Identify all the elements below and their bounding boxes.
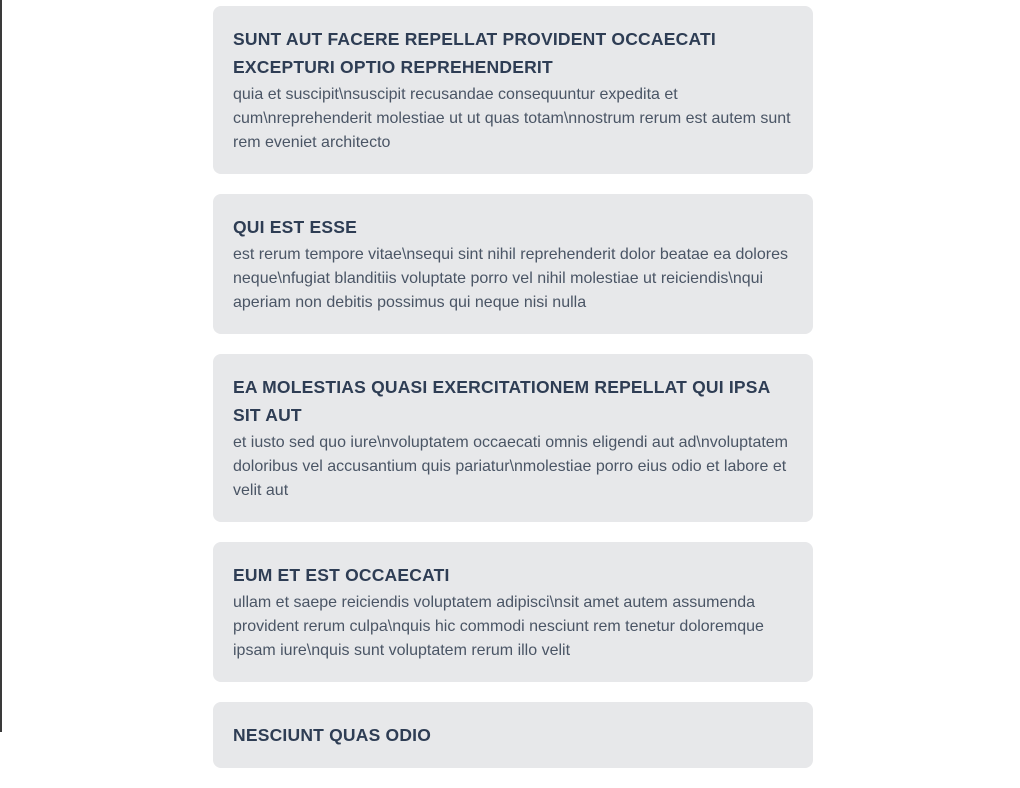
post-title: NESCIUNT QUAS ODIO bbox=[233, 725, 432, 745]
post-body: quia et suscipit\nsuscipit recusandae consequuntur expedita et cum\nreprehenderit molestiae ut ut quas totam\nnostrum rerum est autem sunt rem eveniet architecto bbox=[233, 86, 791, 151]
post-card[interactable] bbox=[213, 542, 813, 682]
post-body: est rerum tempore vitae\nsequi sint nihil reprehenderit dolor beatae ea dolores neque\nfugiat blanditiis voluptate porro vel nihil molestiae ut reiciendis\nqui aperiam non debitis possimus qui neque nisi nulla bbox=[233, 246, 788, 311]
post-title: EA MOLESTIAS QUASI EXERCITATIONEM REPELLAT QUI IPSA SIT AUT bbox=[233, 377, 770, 425]
post-title: EUM ET EST OCCAECATI bbox=[233, 565, 450, 585]
post-card[interactable] bbox=[213, 354, 813, 522]
window-left-edge bbox=[0, 0, 2, 732]
post-title: SUNT AUT FACERE REPELLAT PROVIDENT OCCAECATI EXCEPTURI OPTIO REPREHENDERIT bbox=[233, 29, 716, 77]
post-title: QUI EST ESSE bbox=[233, 217, 357, 237]
post-card[interactable] bbox=[213, 702, 813, 768]
post-card[interactable] bbox=[213, 194, 813, 334]
posts-list bbox=[213, 6, 813, 788]
post-body: ullam et saepe reiciendis voluptatem adipisci\nsit amet autem assumenda provident rerum culpa\nquis hic commodi nesciunt rem tenetur doloremque ipsam iure\nquis sunt voluptatem rerum illo velit bbox=[233, 594, 764, 659]
post-body: et iusto sed quo iure\nvoluptatem occaecati omnis eligendi aut ad\nvoluptatem doloribus vel accusantium quis pariatur\nmolestiae porro eius odio et labore et velit aut bbox=[233, 434, 789, 499]
post-card[interactable] bbox=[213, 6, 813, 174]
